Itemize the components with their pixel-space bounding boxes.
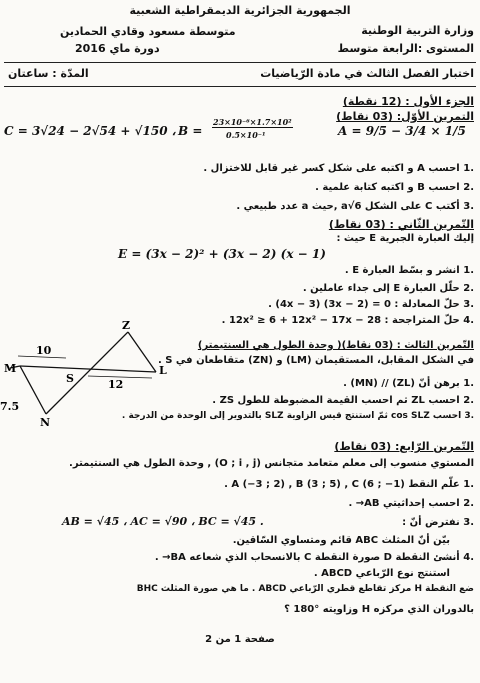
ex4-intro: المستوي منسوب إلى معلم متعامد متجانس (O ; i , j) , وحدة الطول هي السنتيمتر.: [69, 458, 474, 469]
ex1-item-3: .3 أكتب C على الشكل a√6 ,حيث a عدد طبيعي .: [236, 201, 474, 212]
ex1-item-2: .2 احسب B و اكتبه كتابة علمية .: [315, 182, 474, 193]
ex4-title: التّمرين الرّابع: (03 نقاط): [334, 440, 474, 453]
ex4-item-2: .2 احسب إحداثيتي AB→ .: [348, 498, 474, 509]
ex2-item-4: .4 حلّ المتراجحة : 28 − 12x² ≥ 6 + 12x² − 17x .: [221, 315, 474, 326]
ex4-item-1: .1 علّم النقط A (−3 ; 2) , B (3 ; 5) , C (6 ; −1) .: [224, 479, 474, 490]
republic-title: الجمهورية الجزائرية الديمقراطية الشعبية: [129, 4, 351, 17]
ex4-item-5-line2: بالدوران الذي مركزه H وزاويته °180 ؟: [284, 604, 474, 615]
ex4-item-3-sub: بيّن أنّ المثلث ABC قائم ومتساوي السّاقين.: [232, 535, 450, 546]
level-label: المستوى :الرابعة متوسط: [337, 42, 474, 55]
length-12-label: 12: [108, 378, 124, 391]
ex3-intro: في الشكل المقابل، المستقيمان (LM) و (ZN) متقاطعان في S .: [157, 355, 474, 366]
ex2-intro: إليك العبارة الجبرية E حيث :: [336, 233, 474, 244]
part1-title: الجزء الأول : (12 نقطة): [342, 95, 474, 108]
segment-zl: [128, 332, 156, 372]
ex1-title: التمرين الأوّل: (03 نقاط): [336, 110, 474, 123]
exam-title: اختبار الفصل الثالث في مادة الرّياضيات: [260, 67, 474, 80]
title-divider: [4, 86, 476, 87]
ex4-item-5-line1: ضع النقطة H مركز تقاطع قطري الرّباعي ABCD . ما هي صورة المثلث BHC: [136, 584, 474, 594]
page-number: صفحة 1 من 2: [205, 634, 275, 645]
ex4-item-3-values: AB = √45 ، AC = √90 ، BC = √45 .: [62, 515, 264, 528]
point-z-label: Z: [122, 319, 131, 332]
session-label: دورة ماي 2016: [75, 42, 160, 55]
ex3-item-1: .1 برهن أنّ (ZL) // (MN) .: [343, 378, 474, 389]
point-s-label: S: [66, 372, 74, 385]
ex2-item-3: .3 حلّ المعادلة : 0 = (3x − 2) (4x − 3) .: [268, 299, 474, 310]
ex3-item-2: .2 احسب ZL ثم احسب القيمة المضبوطة للطول ZS .: [212, 395, 474, 406]
header-divider: [4, 62, 476, 63]
ex4-item-3-label: .3 نفترض أنّ :: [402, 517, 474, 528]
duration-label: المدّة : ساعتان: [8, 67, 89, 80]
ex3-item-3: .3 احسب cos SLZ ثمّ استنتج قيس الزاوية SLZ بالتدوير إلى الوحدة من الدرجة .: [121, 411, 474, 421]
ex2-formula: E = (3x − 2)² + (3x − 2) (x − 1): [118, 247, 326, 261]
ex2-title: التّمرين الثّاني : (03 نقاط): [328, 218, 474, 231]
formula-b-numerator: 23×10⁻⁶×1.7×10²: [213, 117, 292, 127]
length-7-5-label: 7.5: [0, 400, 20, 413]
point-l-label: L: [159, 364, 167, 377]
formula-a: A = 9/5 − 3/4 × 1/5: [338, 124, 466, 138]
segment-mn: [20, 366, 46, 414]
point-m-label: M: [4, 362, 17, 375]
ex1-item-1: .1 احسب A و اكتبه على شكل كسر غير قابل للاختزال .: [203, 163, 474, 174]
ex3-title: التّمرين الثالث : (03 نقاط)( وحدة الطول هي السنتيمتر): [197, 340, 474, 351]
formula-b-denominator: 0.5×10⁻¹: [226, 130, 266, 140]
ministry-name: وزارة التربية الوطنية: [361, 24, 474, 37]
formula-c: C = 3√24 − 2√54 + √150 ،: [4, 124, 176, 138]
school-name: متوسطة مسعود وقادي الحمادين: [60, 25, 236, 38]
ex4-item-4: .4 أنشئ النقطة D صورة النقطة C بالانسحاب الذي شعاعه BA→ .: [154, 552, 474, 563]
ex2-item-2: .2 حلّل العبارة E إلى جداء عاملين .: [302, 283, 474, 294]
ex4-item-4-sub: استنتج نوع الرّباعي ABCD .: [313, 568, 450, 579]
point-n-label: N: [40, 416, 51, 429]
line-zn: [46, 332, 128, 414]
ex2-item-1: .1 انشر و بسّط العبارة E .: [344, 265, 474, 276]
formula-b-left: B =: [178, 124, 203, 138]
length-10-label: 10: [36, 344, 52, 357]
